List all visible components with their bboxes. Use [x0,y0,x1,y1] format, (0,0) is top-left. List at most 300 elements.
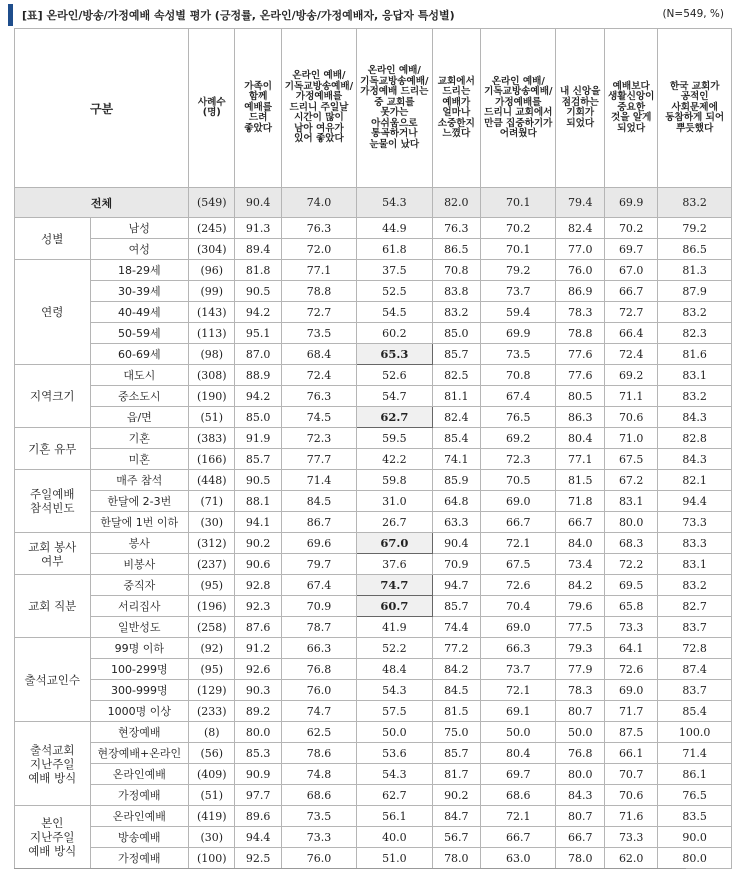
value-cell: 84.3 [556,785,605,806]
header-row [15,29,732,188]
value-cell: 72.1 [481,680,556,701]
value-cell: 82.1 [658,470,732,491]
value-cell: 69.2 [481,428,556,449]
sample-count: (71) [189,491,235,512]
subgroup-label: 300-999명 [90,680,189,701]
subgroup-label: 한달에 2-3번 [90,491,189,512]
table-row [15,470,732,491]
table-row [15,344,732,365]
sample-count: (245) [189,218,235,239]
value-cell: 70.6 [605,407,658,428]
value-cell: 83.1 [605,491,658,512]
value-cell: 77.1 [281,260,356,281]
value-cell: 90.2 [235,533,281,554]
value-cell: 68.6 [481,785,556,806]
value-cell: 86.3 [556,407,605,428]
table-row [15,239,732,260]
value-cell: 70.4 [481,596,556,617]
total-value: 83.2 [658,188,732,218]
table-row [15,575,732,596]
sample-count: (98) [189,344,235,365]
value-cell: 71.7 [605,701,658,722]
value-cell: 86.9 [556,281,605,302]
header-col-6: 내 신앙을 점검하는 기회가 되었다 [556,29,605,188]
value-cell: 84.2 [432,659,481,680]
highlighted-value-cell: 74.7 [357,575,432,596]
sample-count: (190) [189,386,235,407]
value-cell: 74.1 [432,449,481,470]
sample-count: (99) [189,281,235,302]
value-cell: 83.8 [432,281,481,302]
value-cell: 83.2 [432,302,481,323]
sample-count: (143) [189,302,235,323]
total-value: 74.0 [281,188,356,218]
value-cell: 89.6 [235,806,281,827]
sample-count: (30) [189,512,235,533]
value-cell: 94.7 [432,575,481,596]
value-cell: 59.5 [357,428,432,449]
value-cell: 78.3 [556,680,605,701]
value-cell: 80.0 [556,764,605,785]
value-cell: 83.1 [658,554,732,575]
value-cell: 100.0 [658,722,732,743]
value-cell: 97.7 [235,785,281,806]
value-cell: 59.8 [357,470,432,491]
value-cell: 92.3 [235,596,281,617]
value-cell: 76.5 [658,785,732,806]
value-cell: 85.7 [432,344,481,365]
sample-count: (196) [189,596,235,617]
value-cell: 66.7 [481,827,556,848]
sample-count: (51) [189,785,235,806]
value-cell: 72.1 [481,533,556,554]
total-value: 70.1 [481,188,556,218]
value-cell: 64.8 [432,491,481,512]
value-cell: 66.1 [605,743,658,764]
value-cell: 59.4 [481,302,556,323]
table-bottom-line [14,868,686,869]
value-cell: 73.5 [281,323,356,344]
value-cell: 77.6 [556,344,605,365]
value-cell: 81.7 [432,764,481,785]
subgroup-label: 한달에 1번 이하 [90,512,189,533]
value-cell: 72.3 [481,449,556,470]
table-row [15,848,732,869]
value-cell: 69.0 [481,617,556,638]
total-value: 79.4 [556,188,605,218]
value-cell: 71.0 [605,428,658,449]
group-label: 연령 [15,260,91,365]
group-label: 본인 지난주일 예배 방식 [15,806,91,869]
subgroup-label: 서리집사 [90,596,189,617]
value-cell: 87.6 [235,617,281,638]
value-cell: 70.8 [481,365,556,386]
evaluation-table [14,28,732,869]
subgroup-label: 현장예배+온라인 [90,743,189,764]
value-cell: 73.5 [281,806,356,827]
value-cell: 71.4 [658,743,732,764]
table-note: (N=549, %) [662,8,724,20]
value-cell: 63.0 [481,848,556,869]
subgroup-label: 비봉사 [90,554,189,575]
value-cell: 62.0 [605,848,658,869]
value-cell: 72.6 [605,659,658,680]
value-cell: 54.5 [357,302,432,323]
value-cell: 82.8 [658,428,732,449]
value-cell: 69.5 [605,575,658,596]
value-cell: 62.7 [357,785,432,806]
value-cell: 83.2 [658,386,732,407]
value-cell: 78.8 [281,281,356,302]
group-label: 주일예배 참석빈도 [15,470,91,533]
value-cell: 66.7 [481,512,556,533]
table-row [15,386,732,407]
value-cell: 44.9 [357,218,432,239]
value-cell: 78.0 [432,848,481,869]
header-gubun: 구분 [15,29,189,188]
value-cell: 73.7 [481,281,556,302]
value-cell: 41.9 [357,617,432,638]
header-col-7: 예배보다 생활신앙이 중요한 것을 알게 되었다 [605,29,658,188]
value-cell: 70.2 [605,218,658,239]
group-label: 출석교인수 [15,638,91,722]
value-cell: 69.6 [281,533,356,554]
value-cell: 84.7 [432,806,481,827]
value-cell: 76.0 [281,848,356,869]
value-cell: 69.7 [481,764,556,785]
value-cell: 37.6 [357,554,432,575]
value-cell: 66.7 [605,281,658,302]
value-cell: 77.9 [556,659,605,680]
total-row [15,188,732,218]
value-cell: 77.7 [281,449,356,470]
table-row [15,596,732,617]
value-cell: 87.4 [658,659,732,680]
value-cell: 73.7 [481,659,556,680]
table-row [15,407,732,428]
value-cell: 76.8 [556,743,605,764]
sample-count: (166) [189,449,235,470]
value-cell: 94.4 [235,827,281,848]
value-cell: 80.7 [556,701,605,722]
value-cell: 66.7 [556,512,605,533]
value-cell: 69.0 [605,680,658,701]
header-col-5: 온라인 예배/기독교방송예배/가정예배를 드리니 교회에서 만큼 집중하기가 어려웠다 [481,29,556,188]
header-col-1: 가족이 함께 예배를 드려 좋았다 [235,29,281,188]
sample-count: (30) [189,827,235,848]
value-cell: 67.5 [481,554,556,575]
table-row [15,722,732,743]
value-cell: 80.4 [481,743,556,764]
value-cell: 90.5 [235,281,281,302]
value-cell: 66.3 [481,638,556,659]
value-cell: 74.5 [281,407,356,428]
subgroup-label: 미혼 [90,449,189,470]
value-cell: 82.3 [658,323,732,344]
subgroup-label: 여성 [90,239,189,260]
value-cell: 84.3 [658,449,732,470]
table-row [15,512,732,533]
value-cell: 52.6 [357,365,432,386]
table-row [15,659,732,680]
value-cell: 85.7 [432,596,481,617]
value-cell: 85.7 [235,449,281,470]
sample-count: (383) [189,428,235,449]
value-cell: 69.9 [481,323,556,344]
total-count: (549) [189,188,235,218]
group-label: 교회 봉사 여부 [15,533,91,575]
value-cell: 86.5 [432,239,481,260]
value-cell: 91.2 [235,638,281,659]
value-cell: 68.6 [281,785,356,806]
value-cell: 76.3 [281,386,356,407]
sample-count: (100) [189,848,235,869]
sample-count: (51) [189,407,235,428]
value-cell: 72.4 [281,365,356,386]
value-cell: 95.1 [235,323,281,344]
value-cell: 92.5 [235,848,281,869]
value-cell: 87.0 [235,344,281,365]
value-cell: 60.2 [357,323,432,344]
value-cell: 68.4 [281,344,356,365]
value-cell: 37.5 [357,260,432,281]
value-cell: 81.5 [432,701,481,722]
value-cell: 90.5 [235,470,281,491]
value-cell: 90.6 [235,554,281,575]
value-cell: 85.0 [432,323,481,344]
value-cell: 92.8 [235,575,281,596]
value-cell: 79.7 [281,554,356,575]
value-cell: 73.3 [605,617,658,638]
value-cell: 54.3 [357,764,432,785]
value-cell: 90.0 [658,827,732,848]
table-row [15,365,732,386]
sample-count: (95) [189,659,235,680]
value-cell: 62.5 [281,722,356,743]
value-cell: 85.4 [658,701,732,722]
total-value: 69.9 [605,188,658,218]
value-cell: 83.2 [658,302,732,323]
table-row [15,554,732,575]
value-cell: 73.3 [605,827,658,848]
value-cell: 86.5 [658,239,732,260]
value-cell: 94.2 [235,302,281,323]
value-cell: 72.2 [605,554,658,575]
value-cell: 40.0 [357,827,432,848]
value-cell: 71.1 [605,386,658,407]
value-cell: 77.2 [432,638,481,659]
group-label: 기혼 유무 [15,428,91,470]
value-cell: 88.1 [235,491,281,512]
table-row [15,491,732,512]
table-row [15,617,732,638]
header-col-3: 온라인 예배/기독교방송예배/가정예배 드리는 중 교회를 못가는 아쉬움으로 통곡하거나 눈물이 났다 [357,29,432,188]
value-cell: 76.0 [281,680,356,701]
table-row [15,302,732,323]
value-cell: 75.0 [432,722,481,743]
subgroup-label: 매주 참석 [90,470,189,491]
value-cell: 79.3 [556,638,605,659]
value-cell: 79.2 [481,260,556,281]
subgroup-label: 대도시 [90,365,189,386]
value-cell: 66.7 [556,827,605,848]
value-cell: 76.0 [556,260,605,281]
value-cell: 81.1 [432,386,481,407]
value-cell: 89.4 [235,239,281,260]
table-row [15,743,732,764]
sample-count: (96) [189,260,235,281]
value-cell: 81.5 [556,470,605,491]
value-cell: 91.9 [235,428,281,449]
subgroup-label: 온라인예배 [90,764,189,785]
group-label: 지역크기 [15,365,91,428]
sample-count: (312) [189,533,235,554]
highlighted-value-cell: 67.0 [357,533,432,554]
value-cell: 85.9 [432,470,481,491]
sample-count: (258) [189,617,235,638]
value-cell: 80.0 [658,848,732,869]
value-cell: 64.1 [605,638,658,659]
value-cell: 76.3 [432,218,481,239]
sample-count: (56) [189,743,235,764]
value-cell: 76.8 [281,659,356,680]
value-cell: 74.7 [281,701,356,722]
value-cell: 84.2 [556,575,605,596]
subgroup-label: 가정예배 [90,785,189,806]
value-cell: 80.0 [605,512,658,533]
sample-count: (113) [189,323,235,344]
value-cell: 83.2 [658,575,732,596]
value-cell: 70.9 [432,554,481,575]
value-cell: 74.4 [432,617,481,638]
subgroup-label: 봉사 [90,533,189,554]
table-row [15,428,732,449]
value-cell: 84.0 [556,533,605,554]
value-cell: 70.5 [481,470,556,491]
header-col-2: 온라인 예배/기독교방송예배/가정예배를 드리니 주일날 시간이 많이 남아 여유가 있어 좋았다 [281,29,356,188]
subgroup-label: 온라인예배 [90,806,189,827]
value-cell: 48.4 [357,659,432,680]
value-cell: 83.5 [658,806,732,827]
table-row [15,701,732,722]
table-row [15,533,732,554]
value-cell: 84.5 [281,491,356,512]
value-cell: 78.6 [281,743,356,764]
value-cell: 50.0 [357,722,432,743]
group-label: 출석교회 지난주일 예배 방식 [15,722,91,806]
title-bar [8,4,724,26]
value-cell: 69.7 [605,239,658,260]
value-cell: 70.9 [281,596,356,617]
value-cell: 78.8 [556,323,605,344]
subgroup-label: 방송예배 [90,827,189,848]
value-cell: 90.2 [432,785,481,806]
subgroup-label: 읍/면 [90,407,189,428]
value-cell: 67.2 [605,470,658,491]
value-cell: 78.3 [556,302,605,323]
sample-count: (409) [189,764,235,785]
sample-count: (419) [189,806,235,827]
value-cell: 85.4 [432,428,481,449]
table-row [15,449,732,470]
value-cell: 82.7 [658,596,732,617]
group-label: 교회 직분 [15,575,91,638]
table-row [15,785,732,806]
table-row [15,827,732,848]
value-cell: 80.4 [556,428,605,449]
sample-count: (8) [189,722,235,743]
total-label: 전체 [15,188,189,218]
value-cell: 69.0 [481,491,556,512]
value-cell: 92.6 [235,659,281,680]
value-cell: 94.2 [235,386,281,407]
value-cell: 86.1 [658,764,732,785]
value-cell: 85.0 [235,407,281,428]
value-cell: 78.7 [281,617,356,638]
total-value: 90.4 [235,188,281,218]
value-cell: 77.6 [556,365,605,386]
value-cell: 72.1 [481,806,556,827]
value-cell: 90.3 [235,680,281,701]
subgroup-label: 중직자 [90,575,189,596]
value-cell: 72.7 [281,302,356,323]
sample-count: (95) [189,575,235,596]
title-accent-bar [8,4,13,26]
sample-count: (304) [189,239,235,260]
value-cell: 83.1 [658,365,732,386]
value-cell: 52.5 [357,281,432,302]
table-title: [표] 온라인/방송/가정예배 속성별 평가 (긍정률, 온라인/방송/가정예배자, 응답자 특성별) [22,9,455,22]
value-cell: 65.8 [605,596,658,617]
value-cell: 77.5 [556,617,605,638]
value-cell: 81.8 [235,260,281,281]
value-cell: 84.3 [658,407,732,428]
value-cell: 72.8 [658,638,732,659]
value-cell: 70.7 [605,764,658,785]
value-cell: 94.1 [235,512,281,533]
value-cell: 68.3 [605,533,658,554]
value-cell: 26.7 [357,512,432,533]
sample-count: (448) [189,470,235,491]
value-cell: 87.9 [658,281,732,302]
highlighted-value-cell: 62.7 [357,407,432,428]
value-cell: 76.5 [481,407,556,428]
value-cell: 83.7 [658,680,732,701]
total-value: 54.3 [357,188,432,218]
subgroup-label: 남성 [90,218,189,239]
value-cell: 81.3 [658,260,732,281]
table-row [15,218,732,239]
value-cell: 73.3 [281,827,356,848]
sample-count: (129) [189,680,235,701]
value-cell: 78.0 [556,848,605,869]
value-cell: 73.5 [481,344,556,365]
value-cell: 90.9 [235,764,281,785]
subgroup-label: 현장예배 [90,722,189,743]
value-cell: 79.6 [556,596,605,617]
value-cell: 67.0 [605,260,658,281]
subgroup-label: 기혼 [90,428,189,449]
value-cell: 66.4 [605,323,658,344]
subgroup-label: 60-69세 [90,344,189,365]
value-cell: 50.0 [556,722,605,743]
value-cell: 56.7 [432,827,481,848]
value-cell: 72.3 [281,428,356,449]
table-row [15,638,732,659]
table-row [15,680,732,701]
value-cell: 70.6 [605,785,658,806]
value-cell: 54.3 [357,680,432,701]
